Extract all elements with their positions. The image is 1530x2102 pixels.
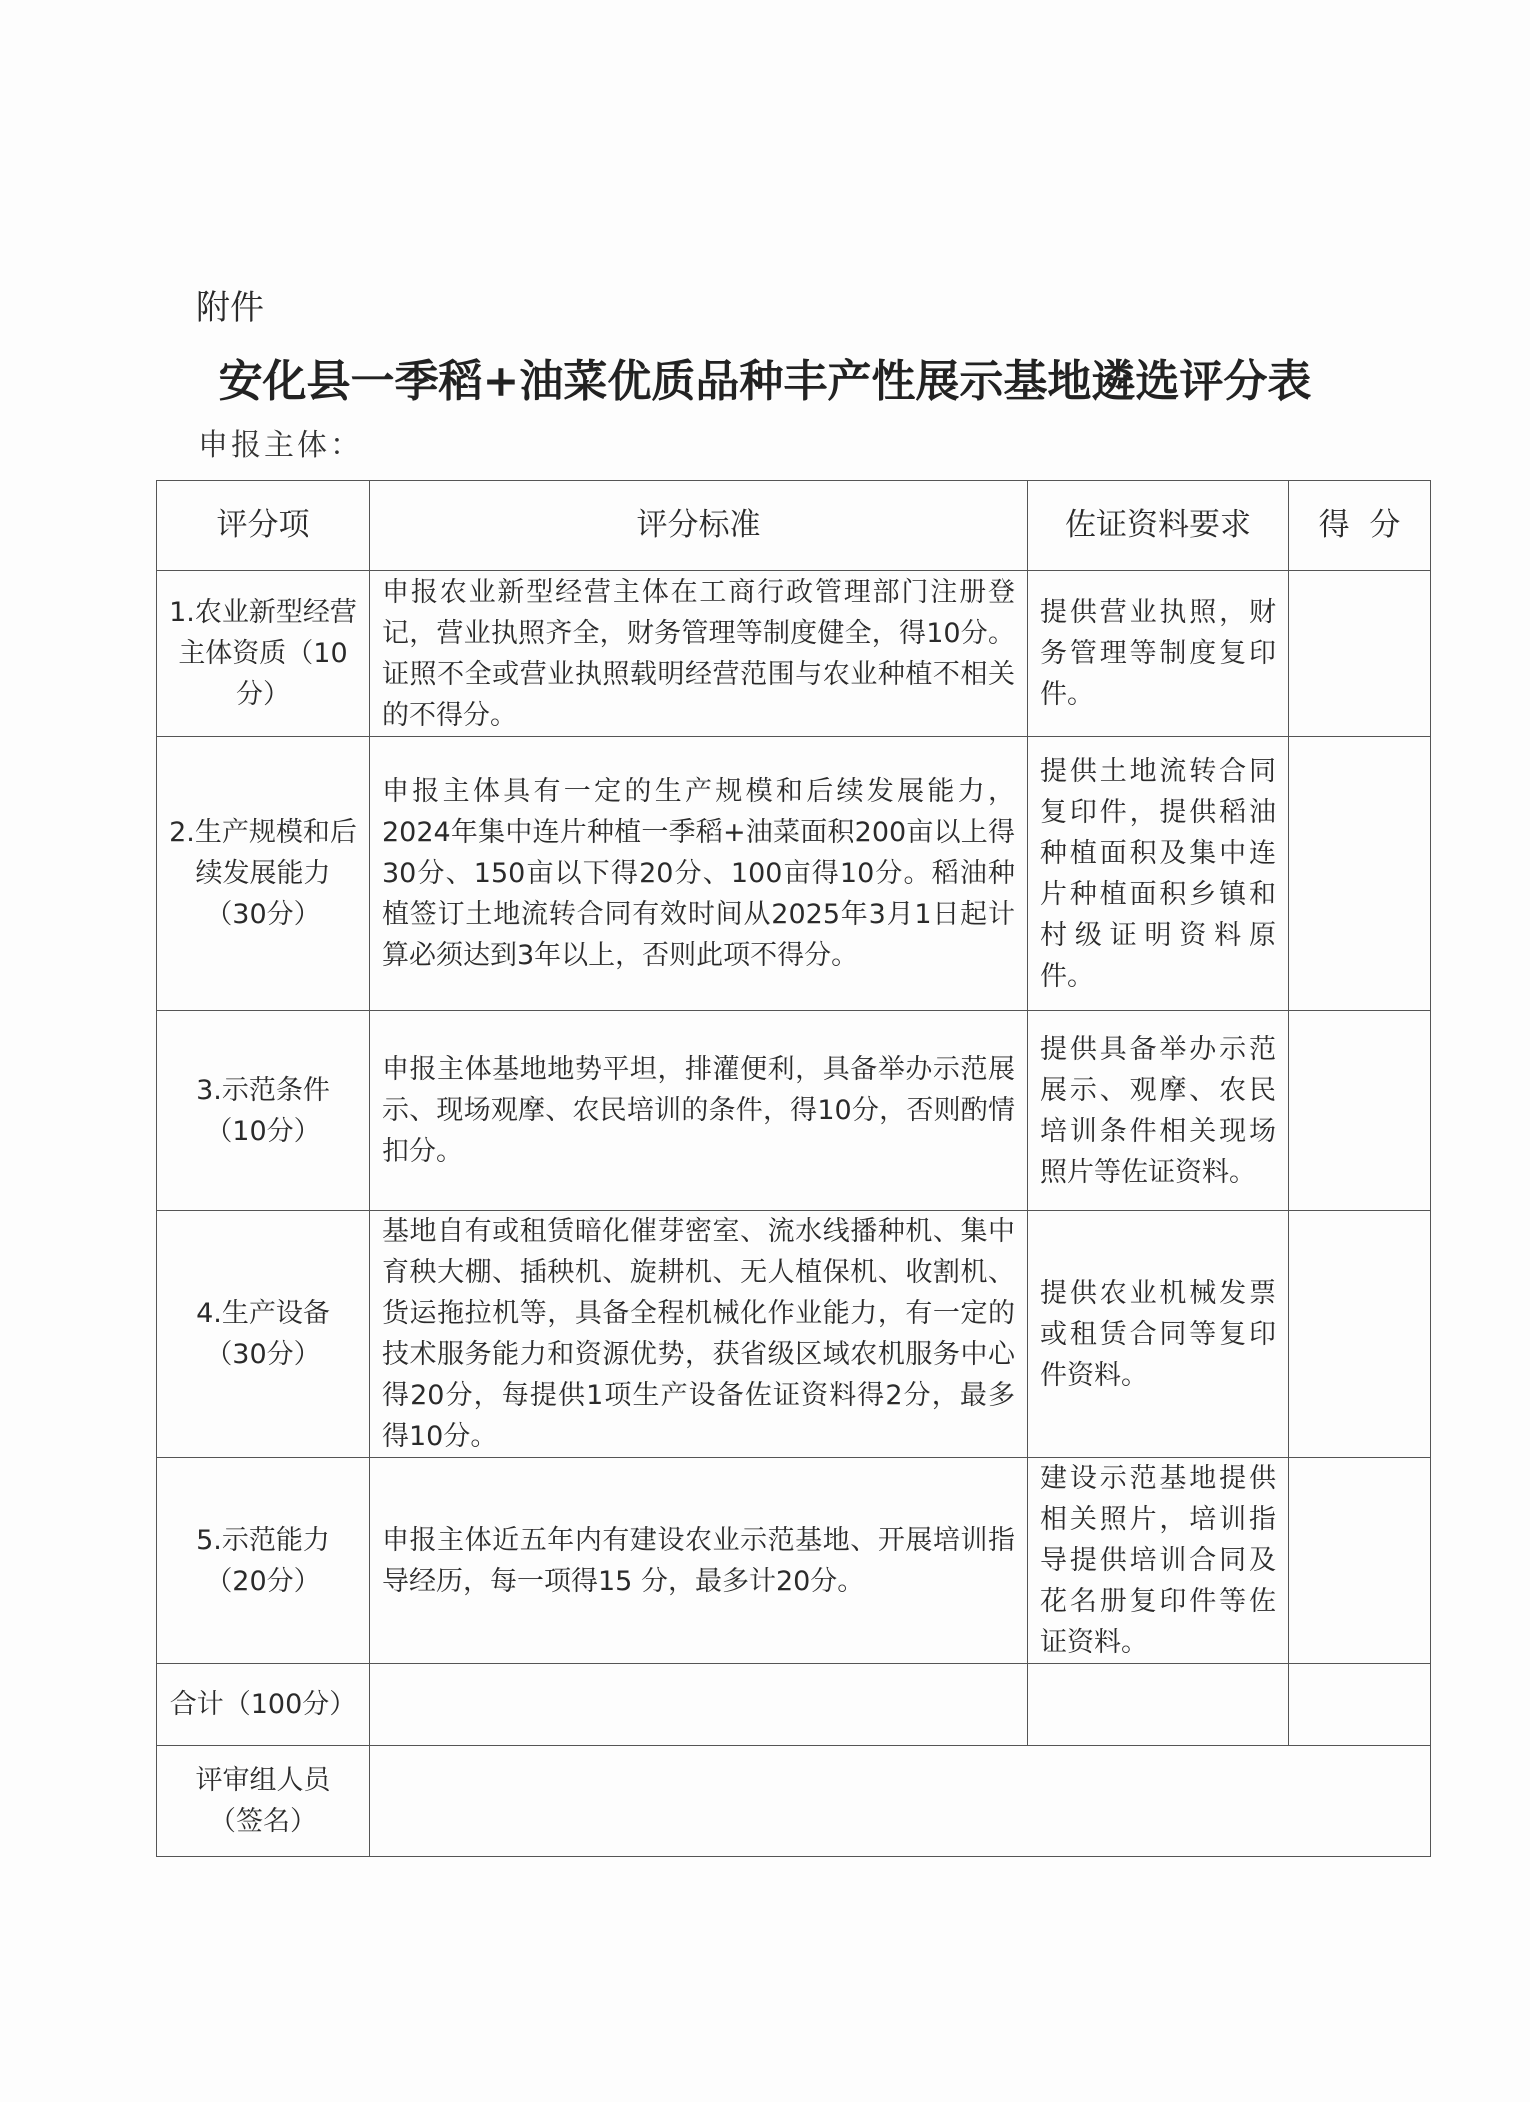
score-cell[interactable]	[1289, 1211, 1431, 1458]
total-label: 合计（100分）	[157, 1664, 370, 1746]
total-evidence-cell	[1028, 1664, 1289, 1746]
table-header-row	[157, 481, 1431, 571]
table-row	[157, 1011, 1431, 1211]
table-row	[157, 1458, 1431, 1664]
header-evidence: 佐证资料要求	[1028, 481, 1289, 571]
attachment-label: 附件	[196, 288, 264, 328]
item-cell: 1.农业新型经营主体资质（10分）	[157, 571, 370, 737]
score-cell[interactable]	[1289, 1011, 1431, 1211]
reviewers-row	[157, 1746, 1431, 1857]
evidence-cell: 建设示范基地提供相关照片，培训指导提供培训合同及花名册复印件等佐证资料。	[1028, 1458, 1289, 1664]
evidence-cell: 提供具备举办示范展示、观摩、农民培训条件相关现场照片等佐证资料。	[1028, 1011, 1289, 1211]
header-item: 评分项	[157, 481, 370, 571]
evidence-cell: 提供营业执照，财务管理等制度复印件。	[1028, 571, 1289, 737]
reviewers-signature-cell[interactable]	[370, 1746, 1431, 1857]
applicant-label: 申报主体：	[198, 428, 363, 463]
item-cell: 5.示范能力（20分）	[157, 1458, 370, 1664]
score-cell[interactable]	[1289, 1458, 1431, 1664]
criteria-cell: 申报农业新型经营主体在工商行政管理部门注册登记，营业执照齐全，财务管理等制度健全，得10分。证照不全或营业执照载明经营范围与农业种植不相关的不得分。	[370, 571, 1028, 737]
criteria-cell: 申报主体具有一定的生产规模和后续发展能力，2024年集中连片种植一季稻+油菜面积200亩以上得30分、150亩以下得20分、100亩得10分。稻油种植签订土地流转合同有效时间从2025年3月1日起计算必须达到3年以上，否则此项不得分。	[370, 737, 1028, 1011]
score-cell[interactable]	[1289, 737, 1431, 1011]
header-criteria: 评分标准	[370, 481, 1028, 571]
header-score: 得 分	[1289, 481, 1431, 571]
item-cell: 2.生产规模和后续发展能力（30分）	[157, 737, 370, 1011]
table-row	[157, 737, 1431, 1011]
page-title: 安化县一季稻+油菜优质品种丰产性展示基地遴选评分表	[218, 356, 1312, 407]
evidence-cell: 提供农业机械发票或租赁合同等复印件资料。	[1028, 1211, 1289, 1458]
evidence-cell: 提供土地流转合同复印件，提供稻油种植面积及集中连片种植面积乡镇和村级证明资料原件。	[1028, 737, 1289, 1011]
criteria-cell: 申报主体近五年内有建设农业示范基地、开展培训指导经历，每一项得15 分，最多计20分。	[370, 1458, 1028, 1664]
total-row	[157, 1664, 1431, 1746]
criteria-cell: 申报主体基地地势平坦，排灌便利，具备举办示范展示、现场观摩、农民培训的条件，得10分，否则酌情扣分。	[370, 1011, 1028, 1211]
item-cell: 4.生产设备（30分）	[157, 1211, 370, 1458]
criteria-cell: 基地自有或租赁暗化催芽密室、流水线播种机、集中育秧大棚、插秧机、旋耕机、无人植保机、收割机、货运拖拉机等，具备全程机械化作业能力，有一定的技术服务能力和资源优势，获省级区域农机服务中心得20分，每提供1项生产设备佐证资料得2分，最多得10分。	[370, 1211, 1028, 1458]
total-criteria-cell	[370, 1664, 1028, 1746]
scoring-table	[156, 480, 1431, 1857]
item-cell: 3.示范条件（10分）	[157, 1011, 370, 1211]
table-row	[157, 1211, 1431, 1458]
reviewers-label: 评审组人员（签名）	[157, 1746, 370, 1857]
score-cell[interactable]	[1289, 571, 1431, 737]
total-score-cell[interactable]	[1289, 1664, 1431, 1746]
table-row	[157, 571, 1431, 737]
